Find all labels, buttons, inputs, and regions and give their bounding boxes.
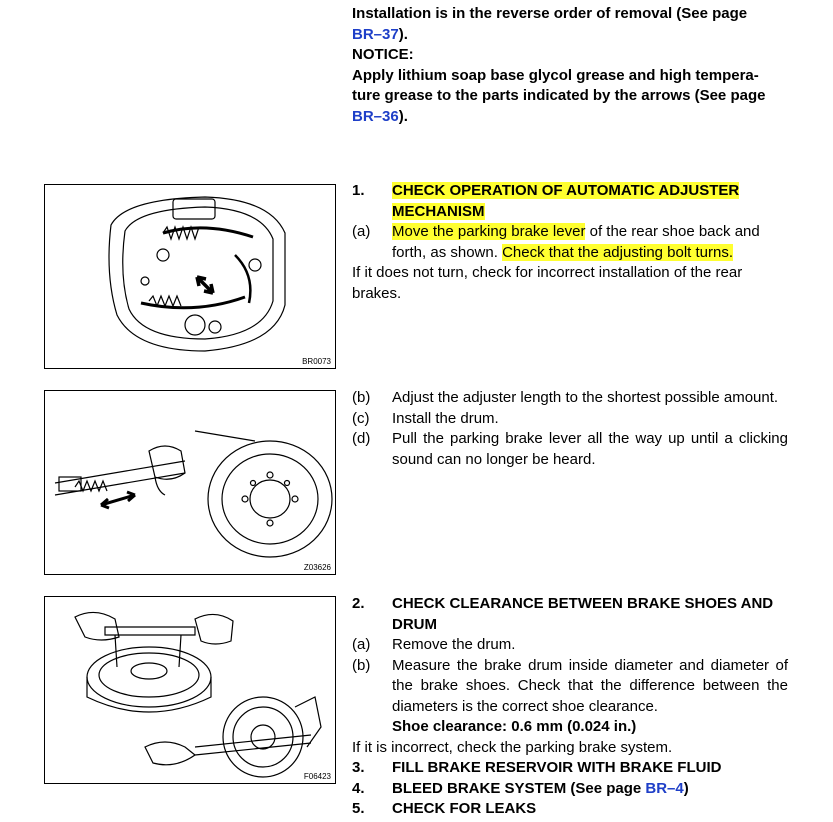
notice-line-3: BR–36). — [352, 107, 408, 125]
step-2-title: CHECK CLEARANCE BETWEEN BRAKE SHOES AND DRUM — [392, 595, 774, 633]
step-1-block — [352, 181, 788, 304]
notice-line-1: Apply lithium soap base glycol grease and high tempera- — [352, 66, 759, 84]
step-4-heading: 4. BLEED BRAKE SYSTEM (See page BR–4) — [352, 779, 689, 797]
install-line-1: Installation is in the reverse order of removal (See page — [352, 5, 748, 22]
step-2b: (b) Measure the brake drum inside diameter and diameter of the brake shoes. Check that the difference between the diameters is the correct shoe clearance. — [352, 656, 788, 715]
step-2-block — [352, 594, 788, 820]
step-1c: (c) Install the drum. — [352, 409, 499, 427]
step-1d: (d) Pull the parking brake lever all the way up until a clicking sound can no longer be heard. — [352, 430, 788, 468]
step-3-heading: 3. FILL BRAKE RESERVOIR WITH BRAKE FLUID — [352, 759, 722, 776]
page-ref-br36[interactable]: BR–36 — [352, 107, 399, 125]
figure-brake-assembly — [44, 184, 336, 369]
step-1-substeps — [352, 388, 788, 470]
figure-code: F06423 — [303, 772, 331, 781]
step-1-title: CHECK OPERATION OF AUTOMATIC ADJUSTER — [392, 182, 740, 199]
figure-adjuster-drum — [44, 390, 336, 575]
page-ref-br37[interactable]: BR–37 — [352, 25, 399, 43]
install-line-1b: BR–37). — [352, 25, 408, 43]
brake-assembly-illustration — [45, 185, 335, 368]
step-2-heading: 2. CHECK CLEARANCE BETWEEN BRAKE SHOES AND DRUM — [352, 594, 788, 635]
step-1-heading: 1. CHECK OPERATION OF AUTOMATIC ADJUSTER MECHANISM — [352, 182, 740, 220]
step-2-note: If it is incorrect, check the parking brake system. — [352, 738, 673, 756]
adjuster-drum-illustration — [45, 391, 335, 574]
figure-measure-clearance — [44, 596, 336, 784]
step-1a: (a) Move the parking brake lever of the rear shoe back and forth, as shown. Check that the adjusting bolt turns. — [352, 223, 760, 261]
step-5-heading: 5. CHECK FOR LEAKS — [352, 800, 537, 817]
figure-code: Z03626 — [303, 563, 331, 572]
step-1-title-cont: MECHANISM — [392, 202, 485, 220]
step-2a: (a) Remove the drum. — [352, 636, 516, 653]
step-1b: (b) Adjust the adjuster length to the shortest possible amount. — [352, 389, 779, 406]
page-ref-br4[interactable]: BR–4 — [645, 779, 684, 797]
installation-notice-block — [352, 4, 788, 127]
figure-code: BR0073 — [302, 357, 331, 366]
notice-line-2: ture grease to the parts indicated by the arrows (See page — [352, 87, 766, 104]
notice-heading: NOTICE: — [352, 46, 414, 63]
step-1-note: If it does not turn, check for incorrect installation of the rear brakes. — [352, 264, 743, 302]
shoe-clearance-spec: Shoe clearance: 0.6 mm (0.024 in.) — [392, 718, 637, 735]
measure-clearance-illustration — [45, 597, 335, 783]
